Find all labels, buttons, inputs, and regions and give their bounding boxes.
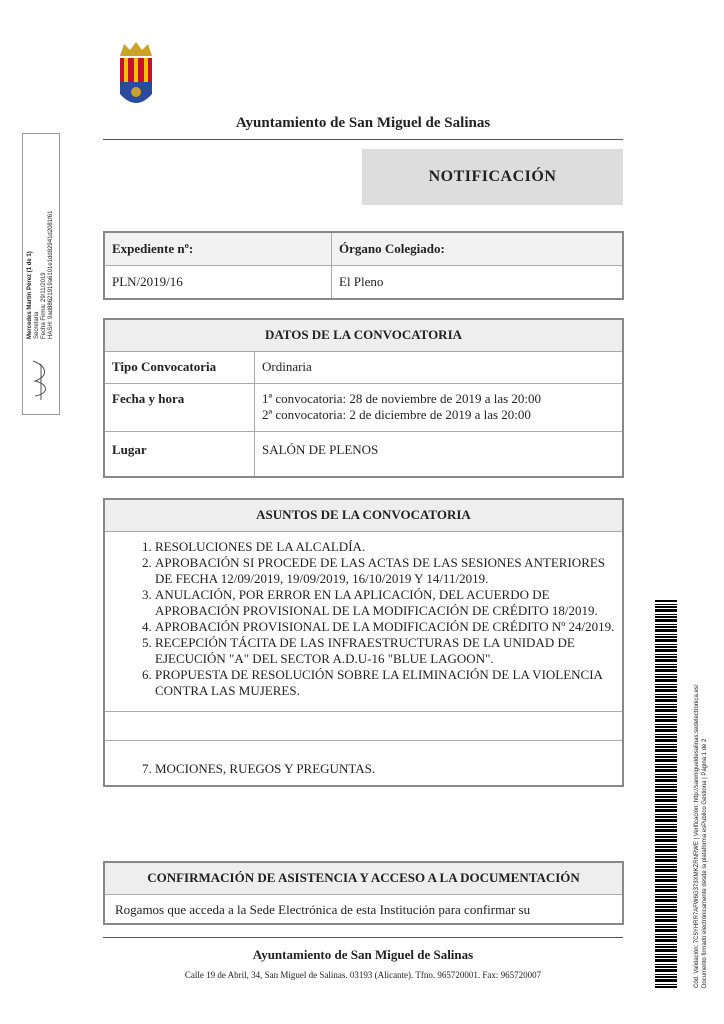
signature-hash: HASH: 9ad88621919a6101e1dd82941d2081f61 <box>48 210 54 339</box>
list-item: 6. PROPUESTA DE RESOLUCIÓN SOBRE LA ELIMINACIÓN DE LA VIOLENCIA CONTRA LAS MUJERES. <box>155 667 622 699</box>
signer-role: Secretaria <box>34 311 40 339</box>
tipo-label: Tipo Convocatoria <box>104 352 255 384</box>
list-item: 3. ANULACIÓN, POR ERROR EN LA APLICACIÓN, DEL ACUERDO DE APROBACIÓN PROVISIONAL DE LA MODIFICACIÓN DE CRÉDITO 18/2019. <box>155 587 622 619</box>
divider <box>103 937 623 938</box>
handwritten-signature <box>27 356 55 406</box>
confirmacion-title: CONFIRMACIÓN DE ASISTENCIA Y ACCESO A LA DOCUMENTACIÓN <box>104 862 623 895</box>
footer-address: Calle 19 de Abril, 34, San Miguel de Salinas. 03193 (Alicante). Tfno. 965720001. Fax: 965720007 <box>184 970 542 980</box>
list-item: 5. RECEPCIÓN TÁCITA DE LAS INFRAESTRUCTURAS DE LA UNIDAD DE EJECUCIÓN "A" DEL SECTOR A.D.U-16 "BLUE LAGOON". <box>155 635 622 667</box>
organo-label: Órgano Colegiado: <box>332 232 624 266</box>
primera-convocatoria: 1ª convocatoria: 28 de noviembre de 2019 a las 20:00 <box>262 391 542 406</box>
footer-organization: Ayuntamiento de San Miguel de Salinas <box>252 947 474 962</box>
document-type-title: NOTIFICACIÓN <box>362 149 623 205</box>
expediente-value: PLN/2019/16 <box>104 266 332 300</box>
organo-value: El Pleno <box>332 266 624 300</box>
barcode <box>655 600 677 988</box>
organization-title: Ayuntamiento de San Miguel de Salinas <box>235 115 491 131</box>
list-item: 7. MOCIONES, RUEGOS Y PREGUNTAS. <box>155 761 622 777</box>
lugar-value: SALÓN DE PLENOS <box>255 432 624 478</box>
validation-platform: Documento firmado electrónicamente desde la plataforma esPublico Gestiona | Página 1 de 2 <box>702 738 708 988</box>
convocatoria-table <box>103 318 624 478</box>
signer-name: Mercedes Martín Pérez (1 de 1) <box>27 251 33 339</box>
fecha-label: Fecha y hora <box>104 384 255 432</box>
lugar-label: Lugar <box>104 432 255 478</box>
confirmacion-text: Rogamos que acceda a la Sede Electrónica de esta Institución para confirmar su <box>104 895 623 925</box>
confirmacion-table <box>103 861 624 925</box>
expediente-label: Expediente nº: <box>104 232 332 266</box>
signature-stamp <box>22 133 60 415</box>
list-item: 1. RESOLUCIONES DE LA ALCALDÍA. <box>155 539 622 555</box>
asuntos-table <box>103 498 624 787</box>
validation-code: Cód. Validación: 7C5YHRR7AFW6G373XMKZRNRWE | Verificación: http://sanmigueldesalinas.sedelectronica.es/ <box>694 684 700 988</box>
tipo-value: Ordinaria <box>255 352 624 384</box>
expediente-table <box>103 231 624 300</box>
list-item: 2. APROBACIÓN SI PROCEDE DE LAS ACTAS DE LAS SESIONES ANTERIORES DE FECHA 12/09/2019, 19/09/2019, 16/10/2019 Y 14/11/2019. <box>155 555 622 587</box>
divider <box>103 139 623 140</box>
asuntos-title: ASUNTOS DE LA CONVOCATORIA <box>104 499 623 532</box>
asuntos-list <box>105 539 622 699</box>
segunda-convocatoria: 2ª convocatoria: 2 de diciembre de 2019 a las 20:00 <box>262 407 531 422</box>
coat-of-arms-logo <box>116 42 156 110</box>
convocatoria-title: DATOS DE LA CONVOCATORIA <box>104 319 623 352</box>
signature-date: Fecha Firma: 29/11/2019 <box>41 272 47 339</box>
list-item: 4. APROBACIÓN PROVISIONAL DE LA MODIFICACIÓN DE CRÉDITO Nº 24/2019. <box>155 619 622 635</box>
